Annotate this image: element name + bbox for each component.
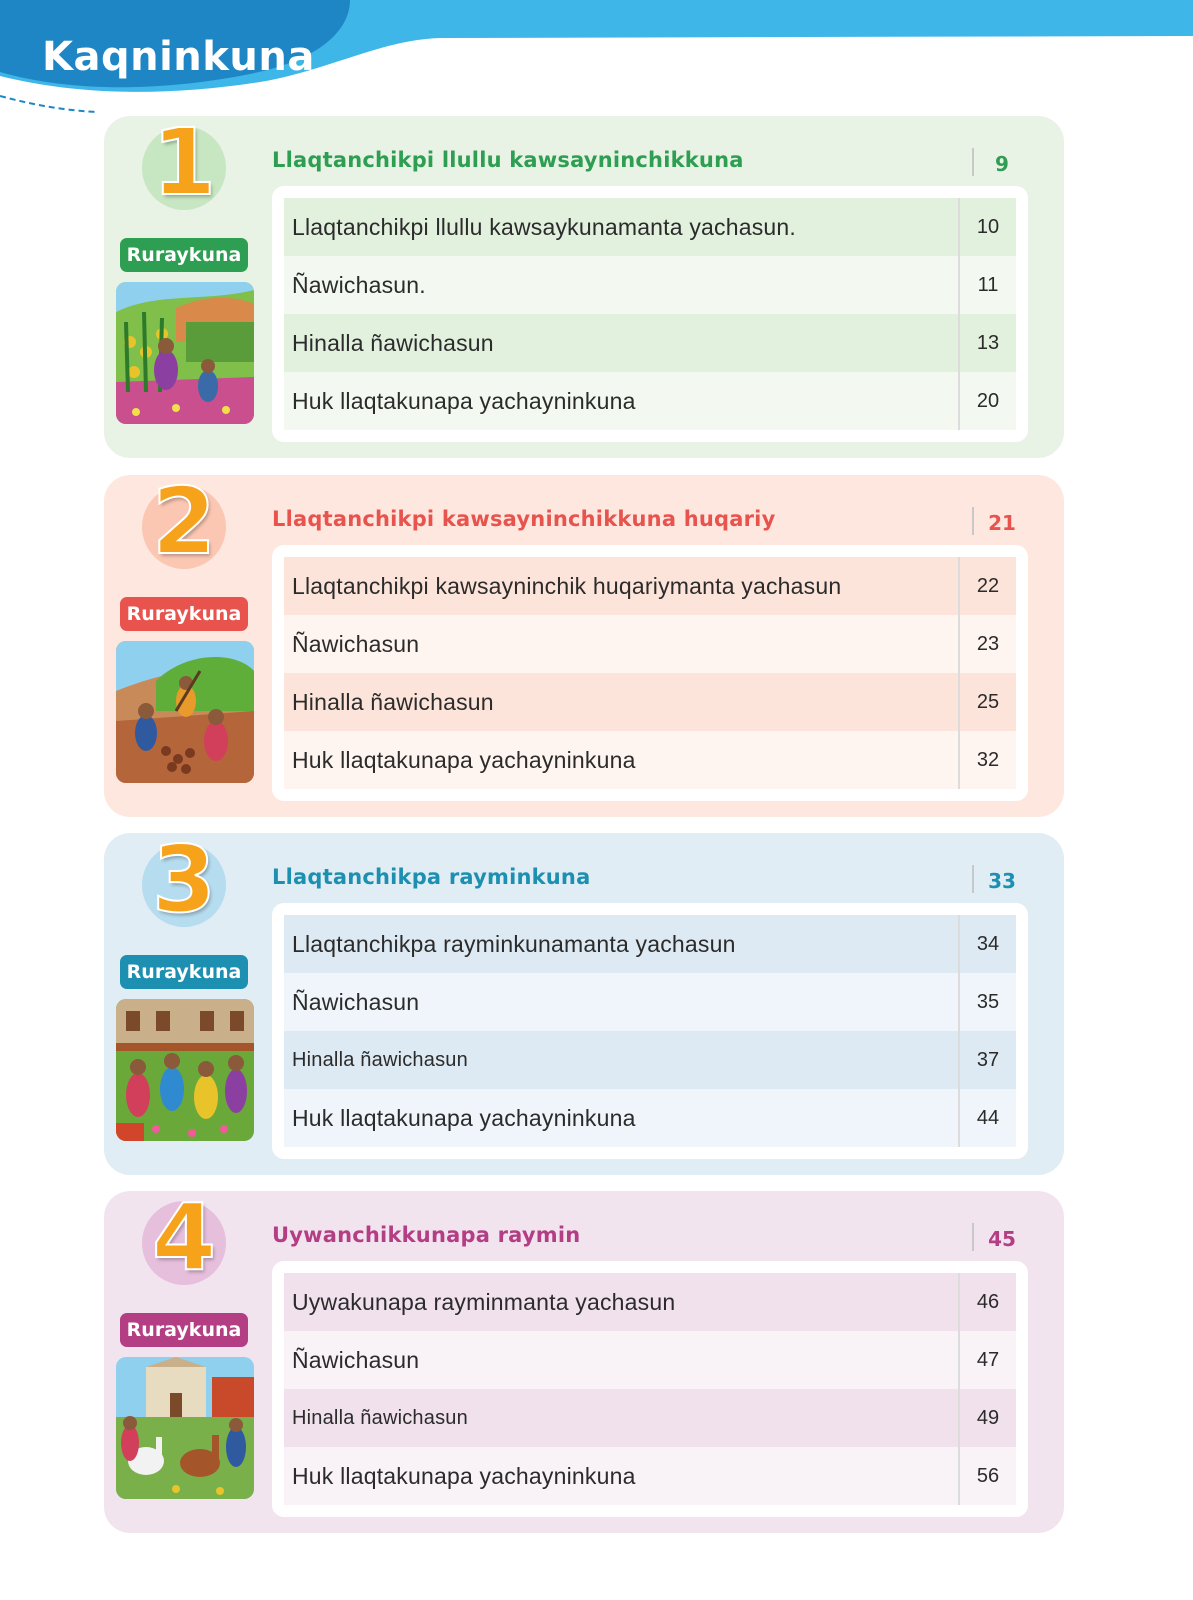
lesson-page-number: 25: [976, 691, 1000, 713]
lesson-title: Uywakunapa rayminmanta yachasun: [292, 1289, 676, 1315]
activity-tag: Ruraykuna: [120, 1313, 248, 1347]
lesson-row[interactable]: [284, 198, 1016, 256]
lesson-row[interactable]: [284, 1447, 1016, 1505]
lesson-list: [272, 545, 1028, 801]
lesson-list: [272, 903, 1028, 1159]
lesson-title: Llaqtanchikpa rayminkunamanta yachasun: [292, 931, 736, 957]
lesson-title: Ñawichasun: [292, 989, 420, 1015]
lesson-row[interactable]: [284, 1273, 1016, 1331]
lesson-row[interactable]: [284, 256, 1016, 314]
lesson-page-number: 37: [976, 1049, 1000, 1071]
lesson-row[interactable]: [284, 557, 1016, 615]
lesson-title: Huk llaqtakunapa yachayninkuna: [292, 1105, 636, 1131]
unit-illustration-farming: [116, 282, 254, 424]
lesson-title: Huk llaqtakunapa yachayninkuna: [292, 388, 636, 414]
lesson-page-number: 34: [976, 933, 1000, 955]
unit-illustration-animal-festival: [116, 1357, 254, 1499]
page-title: Kaqninkuna: [42, 34, 315, 80]
lesson-title: Huk llaqtakunapa yachayninkuna: [292, 747, 636, 773]
lesson-page-number: 46: [976, 1291, 1000, 1313]
lesson-page-number: 49: [976, 1407, 1000, 1429]
unit-number: 3: [151, 826, 216, 933]
unit-page-number: 33: [988, 869, 1016, 893]
divider: [972, 1223, 974, 1251]
lesson-title: Hinalla ñawichasun: [292, 330, 494, 356]
lesson-row[interactable]: [284, 973, 1016, 1031]
lesson-row[interactable]: [284, 731, 1016, 789]
activity-tag: Ruraykuna: [120, 955, 248, 989]
unit-title: Llaqtanchikpi kawsayninchikkuna huqariy: [272, 507, 776, 531]
lesson-title: Ñawichasun.: [292, 272, 426, 298]
unit-title: Llaqtanchikpa rayminkuna: [272, 865, 591, 889]
lesson-page-number: 35: [976, 991, 1000, 1013]
lesson-title: Hinalla ñawichasun: [292, 1049, 468, 1071]
unit-4-section: [104, 1184, 1064, 1533]
lesson-row[interactable]: [284, 615, 1016, 673]
unit-title: Llaqtanchikpi llullu kawsayninchikkuna: [272, 148, 744, 172]
lesson-page-number: 23: [976, 633, 1000, 655]
unit-2-section: [104, 468, 1064, 817]
lesson-title: Ñawichasun: [292, 631, 420, 657]
lesson-page-number: 20: [976, 390, 1000, 412]
lesson-row[interactable]: [284, 1389, 1016, 1447]
unit-3-section: [104, 826, 1064, 1175]
lesson-page-number: 56: [976, 1465, 1000, 1487]
lesson-page-number: 10: [976, 216, 1000, 238]
lesson-title: Huk llaqtakunapa yachayninkuna: [292, 1463, 636, 1489]
unit-illustration-harvest: [116, 641, 254, 783]
lesson-page-number: 13: [976, 332, 1000, 354]
divider: [972, 865, 974, 893]
lesson-row[interactable]: [284, 1331, 1016, 1389]
divider: [972, 148, 974, 176]
lesson-list: [272, 186, 1028, 442]
lesson-list: [272, 1261, 1028, 1517]
unit-page-number: 45: [988, 1227, 1016, 1251]
unit-illustration-festival: [116, 999, 254, 1141]
lesson-title: Llaqtanchikpi kawsayninchik huqariymanta yachasun: [292, 573, 842, 599]
lesson-row[interactable]: [284, 915, 1016, 973]
lesson-row[interactable]: [284, 314, 1016, 372]
activity-tag: Ruraykuna: [120, 238, 248, 272]
lesson-title: Hinalla ñawichasun: [292, 1407, 468, 1429]
lesson-row[interactable]: [284, 673, 1016, 731]
lesson-title: Ñawichasun: [292, 1347, 420, 1373]
lesson-title: Llaqtanchikpi llullu kawsaykunamanta yachasun.: [292, 214, 796, 240]
lesson-page-number: 11: [977, 274, 999, 296]
lesson-page-number: 32: [976, 749, 1000, 771]
lesson-page-number: 44: [976, 1107, 1000, 1129]
lesson-row[interactable]: [284, 1031, 1016, 1089]
lesson-row[interactable]: [284, 372, 1016, 430]
unit-1-section: [104, 109, 1064, 458]
unit-title: Uywanchikkunapa raymin: [272, 1223, 581, 1247]
unit-page-number: 21: [988, 511, 1016, 535]
lesson-row[interactable]: [284, 1089, 1016, 1147]
lesson-page-number: 22: [976, 575, 1000, 597]
activity-tag: Ruraykuna: [120, 597, 248, 631]
lesson-title: Hinalla ñawichasun: [292, 689, 494, 715]
divider: [972, 507, 974, 535]
unit-number: 4: [151, 1184, 216, 1291]
unit-page-number: 9: [995, 152, 1009, 176]
lesson-page-number: 47: [976, 1349, 1000, 1371]
unit-number: 2: [151, 468, 216, 575]
unit-number: 1: [151, 109, 216, 216]
